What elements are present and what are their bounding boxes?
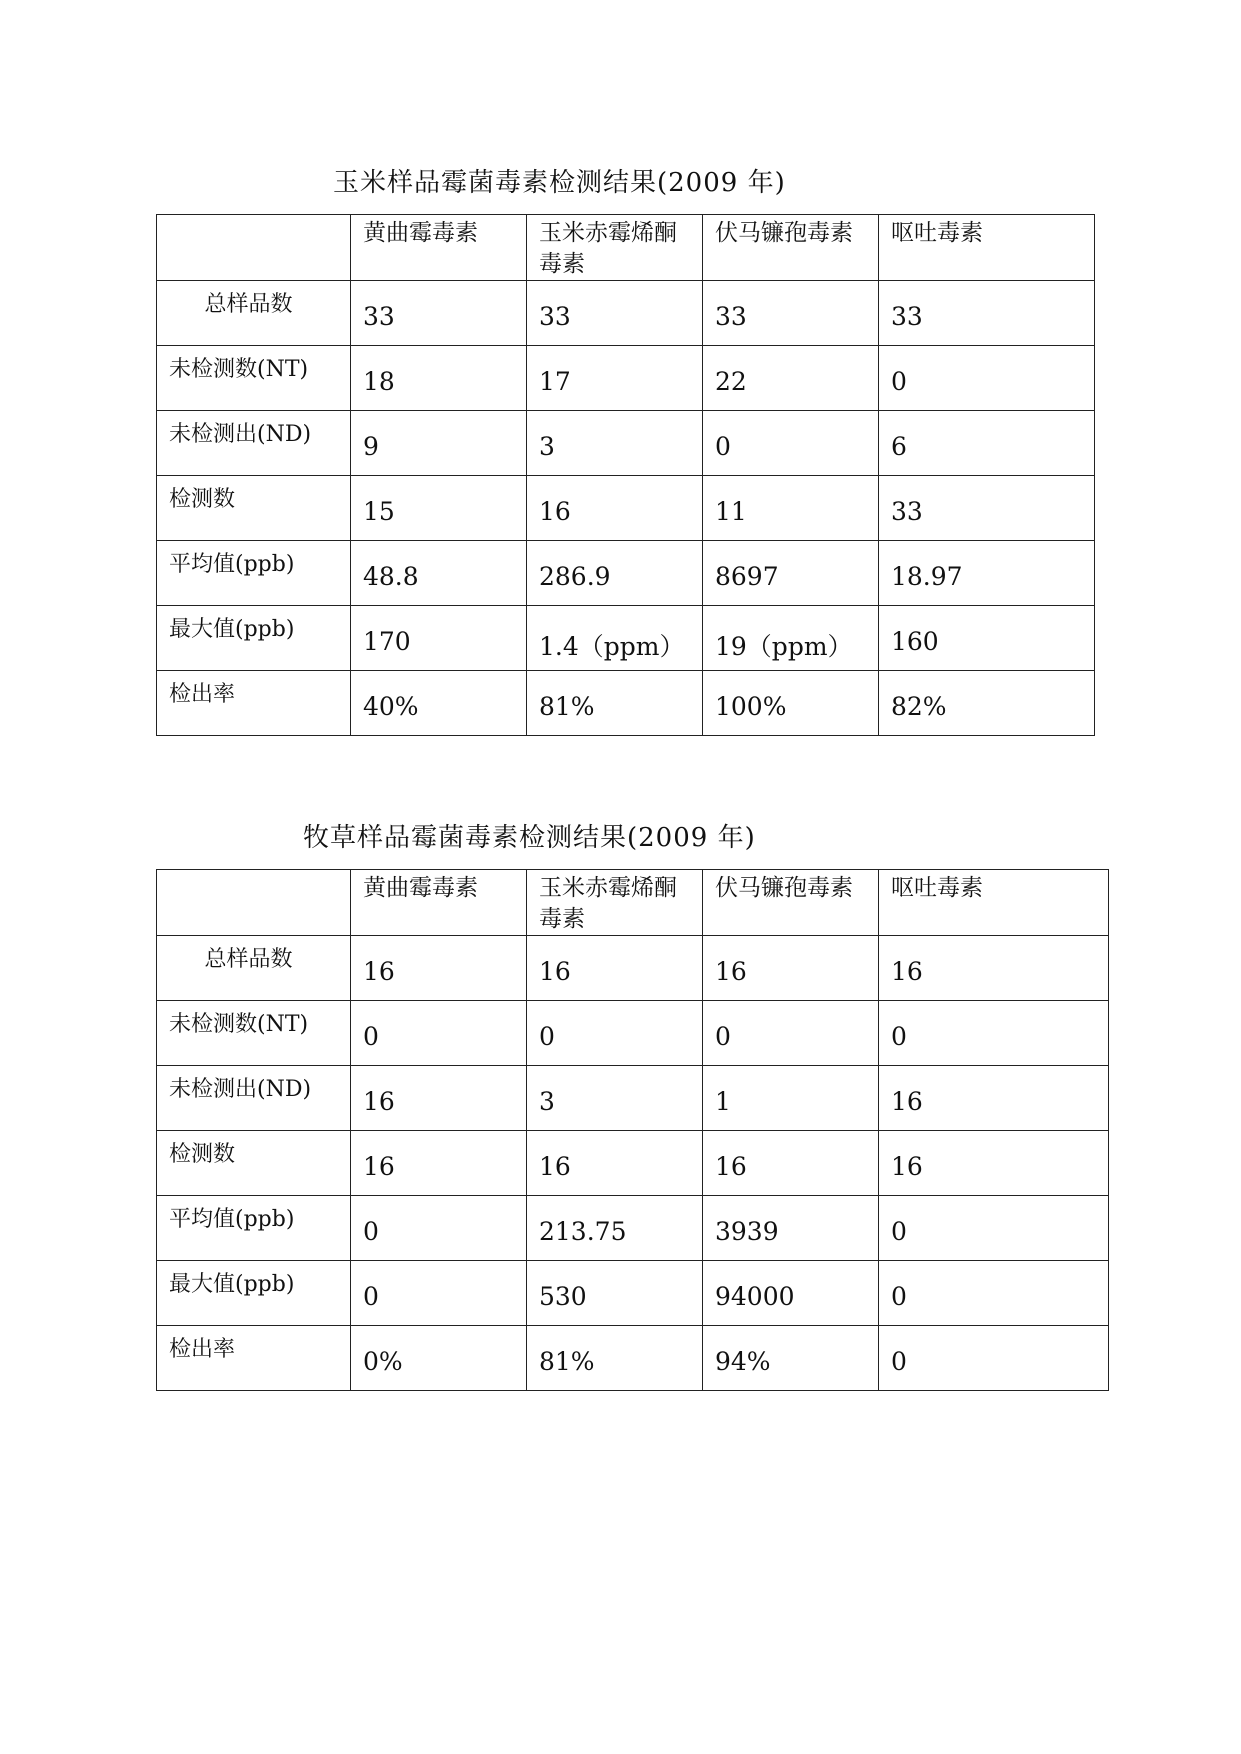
column-header-label: 伏马镰孢毒素 — [715, 875, 853, 901]
value-cell — [351, 936, 527, 1001]
cell-value: 18.97 — [891, 562, 963, 591]
column-header — [527, 215, 703, 281]
column-header-label: 玉米赤霉烯酮毒素 — [539, 875, 677, 932]
table-title: 牧草样品霉菌毒素检测结果(2009 年) — [303, 823, 756, 853]
value-cell — [703, 1001, 879, 1066]
cell-value: 213.75 — [539, 1217, 627, 1246]
value-cell — [879, 606, 1095, 671]
cell-value: 16 — [891, 957, 923, 986]
value-cell — [703, 606, 879, 671]
row-label-cell — [157, 346, 351, 411]
row-label-cell — [157, 1131, 351, 1196]
row-label-cell — [157, 476, 351, 541]
column-header — [351, 870, 527, 936]
row-label-cell — [157, 671, 351, 736]
cell-value: 0% — [363, 1347, 403, 1376]
column-header-label: 黄曲霉毒素 — [363, 875, 478, 901]
cell-value: 1.4（ppm） — [539, 632, 685, 661]
row-label-cell — [157, 606, 351, 671]
value-cell — [351, 1261, 527, 1326]
cell-value: 16 — [539, 957, 571, 986]
corner-cell — [157, 870, 351, 936]
cell-value: 22 — [715, 367, 747, 396]
cell-value: 0 — [715, 1022, 731, 1051]
value-cell — [703, 411, 879, 476]
value-cell — [527, 346, 703, 411]
value-cell — [351, 1131, 527, 1196]
value-cell — [703, 1131, 879, 1196]
value-cell — [527, 411, 703, 476]
table-row — [157, 1001, 1109, 1066]
cell-value: 16 — [715, 1152, 747, 1181]
cell-value: 0 — [891, 367, 907, 396]
table-row — [157, 1261, 1109, 1326]
table-row — [157, 1131, 1109, 1196]
cell-value: 11 — [715, 497, 747, 526]
cell-value: 33 — [891, 497, 923, 526]
row-label: 最大值(ppb) — [169, 1272, 295, 1297]
table-row — [157, 281, 1095, 346]
value-cell — [527, 281, 703, 346]
value-cell — [351, 1196, 527, 1261]
header-row — [157, 215, 1095, 281]
column-header-label: 伏马镰孢毒素 — [715, 220, 853, 246]
row-label-cell — [157, 1066, 351, 1131]
value-cell — [703, 1196, 879, 1261]
cell-value: 0 — [363, 1022, 379, 1051]
value-cell — [351, 476, 527, 541]
value-cell — [351, 671, 527, 736]
row-label-cell — [157, 281, 351, 346]
column-header-label: 呕吐毒素 — [891, 220, 983, 246]
column-header-label: 呕吐毒素 — [891, 875, 983, 901]
value-cell — [351, 411, 527, 476]
cell-value: 0 — [891, 1217, 907, 1246]
value-cell — [879, 671, 1095, 736]
cell-value: 8697 — [715, 562, 779, 591]
table-row — [157, 606, 1095, 671]
value-cell — [879, 476, 1095, 541]
row-label: 未检测出(ND) — [169, 422, 312, 447]
cell-value: 3939 — [715, 1217, 779, 1246]
value-cell — [703, 1066, 879, 1131]
value-cell — [527, 606, 703, 671]
table-row — [157, 411, 1095, 476]
value-cell — [351, 281, 527, 346]
table-row — [157, 346, 1095, 411]
cell-value: 0 — [891, 1022, 907, 1051]
value-cell — [351, 1066, 527, 1131]
value-cell — [879, 1066, 1109, 1131]
row-label: 未检测数(NT) — [169, 1012, 309, 1037]
cell-value: 16 — [363, 1152, 395, 1181]
cell-value: 94% — [715, 1347, 771, 1376]
row-label: 检测数 — [169, 1142, 236, 1167]
row-label-cell — [157, 1196, 351, 1261]
value-cell — [879, 1196, 1109, 1261]
value-cell — [527, 936, 703, 1001]
cell-value: 94000 — [715, 1282, 795, 1311]
value-cell — [351, 606, 527, 671]
value-cell — [703, 476, 879, 541]
value-cell — [527, 541, 703, 606]
value-cell — [351, 346, 527, 411]
header-row — [157, 870, 1109, 936]
table-title: 玉米样品霉菌毒素检测结果(2009 年) — [333, 168, 786, 198]
row-label: 平均值(ppb) — [169, 1207, 295, 1232]
value-cell — [351, 1001, 527, 1066]
value-cell — [703, 671, 879, 736]
cell-value: 1 — [715, 1087, 731, 1116]
row-label: 最大值(ppb) — [169, 617, 295, 642]
table-row — [157, 541, 1095, 606]
cell-value: 530 — [539, 1282, 587, 1311]
value-cell — [351, 1326, 527, 1391]
cell-value: 16 — [539, 497, 571, 526]
column-header — [351, 215, 527, 281]
row-label: 检出率 — [169, 682, 236, 707]
cell-value: 3 — [539, 432, 555, 461]
cell-value: 81% — [539, 1347, 595, 1376]
cell-value: 16 — [891, 1087, 923, 1116]
column-header — [703, 215, 879, 281]
column-header-label: 黄曲霉毒素 — [363, 220, 478, 246]
value-cell — [703, 281, 879, 346]
cell-value: 81% — [539, 692, 595, 721]
cell-value: 0 — [715, 432, 731, 461]
cell-value: 82% — [891, 692, 947, 721]
value-cell — [703, 541, 879, 606]
row-label-cell — [157, 1326, 351, 1391]
value-cell — [527, 1261, 703, 1326]
cell-value: 0 — [363, 1282, 379, 1311]
cell-value: 16 — [715, 957, 747, 986]
table-row — [157, 1066, 1109, 1131]
cell-value: 6 — [891, 432, 907, 461]
row-label: 检测数 — [169, 487, 236, 512]
value-cell — [703, 1261, 879, 1326]
cell-value: 19（ppm） — [715, 632, 853, 661]
value-cell — [527, 1001, 703, 1066]
forage-mycotoxin-table — [156, 869, 1109, 1391]
column-header — [703, 870, 879, 936]
row-label: 平均值(ppb) — [169, 552, 295, 577]
table-row — [157, 476, 1095, 541]
cell-value: 170 — [363, 627, 411, 656]
value-cell — [527, 1066, 703, 1131]
cell-value: 160 — [891, 627, 939, 656]
value-cell — [527, 1196, 703, 1261]
cell-value: 0 — [891, 1347, 907, 1376]
cell-value: 0 — [891, 1282, 907, 1311]
row-label-cell — [157, 411, 351, 476]
value-cell — [879, 411, 1095, 476]
cell-value: 0 — [363, 1217, 379, 1246]
row-label: 总样品数 — [204, 292, 293, 317]
cell-value: 33 — [539, 302, 571, 331]
cell-value: 33 — [891, 302, 923, 331]
value-cell — [527, 1326, 703, 1391]
value-cell — [703, 936, 879, 1001]
cell-value: 16 — [539, 1152, 571, 1181]
row-label: 检出率 — [169, 1337, 236, 1362]
table-row — [157, 936, 1109, 1001]
column-header — [879, 215, 1095, 281]
value-cell — [879, 1131, 1109, 1196]
value-cell — [879, 1261, 1109, 1326]
cell-value: 18 — [363, 367, 395, 396]
cell-value: 16 — [363, 1087, 395, 1116]
cell-value: 17 — [539, 367, 571, 396]
row-label-cell — [157, 1001, 351, 1066]
cell-value: 33 — [715, 302, 747, 331]
cell-value: 40% — [363, 692, 419, 721]
value-cell — [351, 541, 527, 606]
cell-value: 15 — [363, 497, 395, 526]
cell-value: 16 — [891, 1152, 923, 1181]
corner-cell — [157, 215, 351, 281]
cell-value: 3 — [539, 1087, 555, 1116]
cell-value: 0 — [539, 1022, 555, 1051]
table-row — [157, 671, 1095, 736]
column-header — [879, 870, 1109, 936]
value-cell — [879, 281, 1095, 346]
row-label-cell — [157, 936, 351, 1001]
corn-mycotoxin-table — [156, 214, 1095, 736]
row-label: 总样品数 — [204, 947, 293, 972]
table-row — [157, 1326, 1109, 1391]
cell-value: 286.9 — [539, 562, 611, 591]
value-cell — [703, 346, 879, 411]
cell-value: 16 — [363, 957, 395, 986]
table-row — [157, 1196, 1109, 1261]
row-label: 未检测出(ND) — [169, 1077, 312, 1102]
column-header — [527, 870, 703, 936]
value-cell — [879, 1001, 1109, 1066]
value-cell — [527, 476, 703, 541]
value-cell — [703, 1326, 879, 1391]
value-cell — [527, 1131, 703, 1196]
row-label: 未检测数(NT) — [169, 357, 309, 382]
value-cell — [879, 1326, 1109, 1391]
row-label-cell — [157, 1261, 351, 1326]
cell-value: 33 — [363, 302, 395, 331]
row-label-cell — [157, 541, 351, 606]
value-cell — [879, 346, 1095, 411]
value-cell — [879, 541, 1095, 606]
column-header-label: 玉米赤霉烯酮毒素 — [539, 220, 677, 277]
value-cell — [879, 936, 1109, 1001]
value-cell — [527, 671, 703, 736]
cell-value: 48.8 — [363, 562, 419, 591]
cell-value: 100% — [715, 692, 787, 721]
cell-value: 9 — [363, 432, 379, 461]
